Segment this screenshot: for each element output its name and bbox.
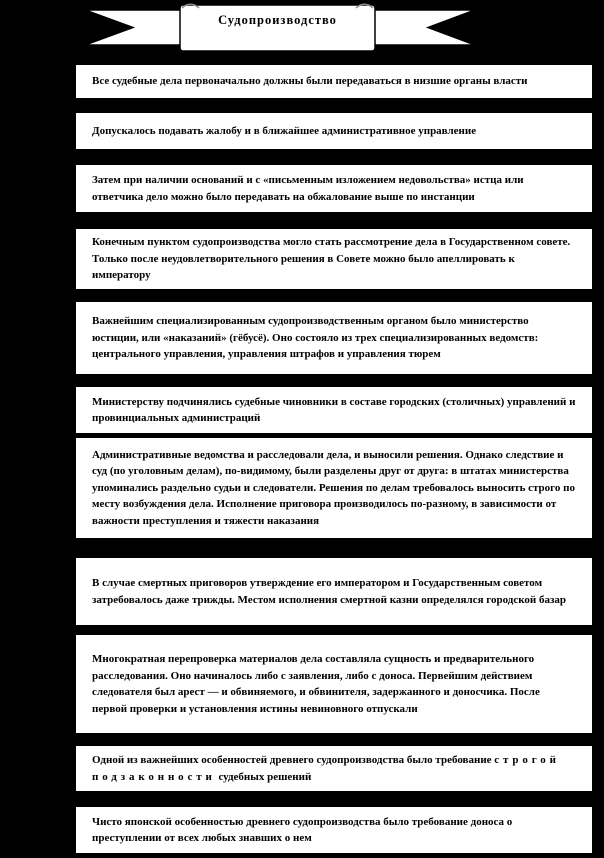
- flow-box-1: [75, 64, 593, 99]
- flow-box-1-text: Все судебные дела первоначально должны были передаваться в низшие органы власти: [92, 75, 528, 88]
- ribbon-center-panel: [180, 5, 375, 51]
- flow-box-8-text: В случае смертных приговоров утверждение его императором и Государственным советом затребовалось даже трижды. Местом исполнения смертной казни определялся городской базар: [92, 577, 567, 606]
- flow-box-10-text-after: судебных решений: [215, 770, 312, 783]
- flow-box-9: [75, 634, 593, 734]
- flow-box-2-text: Допускалось подавать жалобу и в ближайшее административное управление: [92, 124, 477, 137]
- flow-box-7-text: Административные ведомства и расследовали дела, и выносили решения. Однако следствие и суд (по уголовным делам), по-видимому, были разделены друг от друга: в штатах министерства упоминались раздельно судьи и следователи. Решения по делам требовалось выносить строго по месту возбуждения дела. Исполнение приговора производилось по-разному, в зависимости от важности преступления и тяжести наказания: [92, 448, 575, 527]
- flow-box-6: [75, 386, 593, 434]
- ribbon-right-wing: [365, 10, 475, 45]
- flow-box-4-text: Конечным пунктом судопроизводства могло стать рассмотрение дела в Государственном совете. Только после неудовлетворительного решения в Совете можно было апеллировать к императору: [92, 236, 571, 281]
- flow-box-5-text: Важнейшим специализированным судопроизводственным органом было министерство юстиции, или «наказаний» (гёбусё). Оно состояло из трех специализированных ведомств: центрального управления, управления штрафов и управления тюрем: [92, 315, 539, 361]
- flow-box-10-text: [92, 752, 576, 785]
- ribbon-left-wing: [85, 10, 195, 45]
- flow-box-10-emphasized-text: строгой подзаконности: [92, 754, 560, 783]
- flow-box-3-text: Затем при наличии оснований и с «письменным изложением недовольства» истца или ответчика дело можно было передавать на обжалование выше по инстанции: [92, 174, 524, 203]
- flow-box-7: [75, 437, 593, 539]
- flow-box-8: [75, 557, 593, 626]
- title-banner: [0, 0, 604, 60]
- flow-box-9-text: Многократная перепроверка материалов дела составляла сущность и предварительного расследования. Оно начиналось либо с заявления, либо с доноса. Первейшим действием следователя был арест — и обвиняемого, и обвинителя, задержанного и доносчика. После первой проверки и установления истины невиновного отпускали: [92, 653, 540, 715]
- flow-box-3: [75, 164, 593, 213]
- flow-box-11-text: Чисто японской особенностью древнего судопроизводства было требование доноса о преступлении от всех любых знавших о нем: [92, 815, 513, 844]
- flow-box-11: [75, 806, 593, 854]
- flow-box-5: [75, 301, 593, 375]
- flow-box-2: [75, 112, 593, 150]
- flow-box-10-text-before: Одной из важнейших особенностей древнего судопроизводства было требование: [92, 754, 495, 766]
- ribbon-shape: [0, 0, 604, 60]
- flow-box-4: [75, 228, 593, 290]
- banner-title: Судопроизводство: [218, 13, 337, 27]
- flow-box-10: [75, 745, 593, 792]
- flow-box-6-text: Министерству подчинялись судебные чиновники в составе городских (столичных) управлений и провинциальных администраций: [92, 395, 576, 424]
